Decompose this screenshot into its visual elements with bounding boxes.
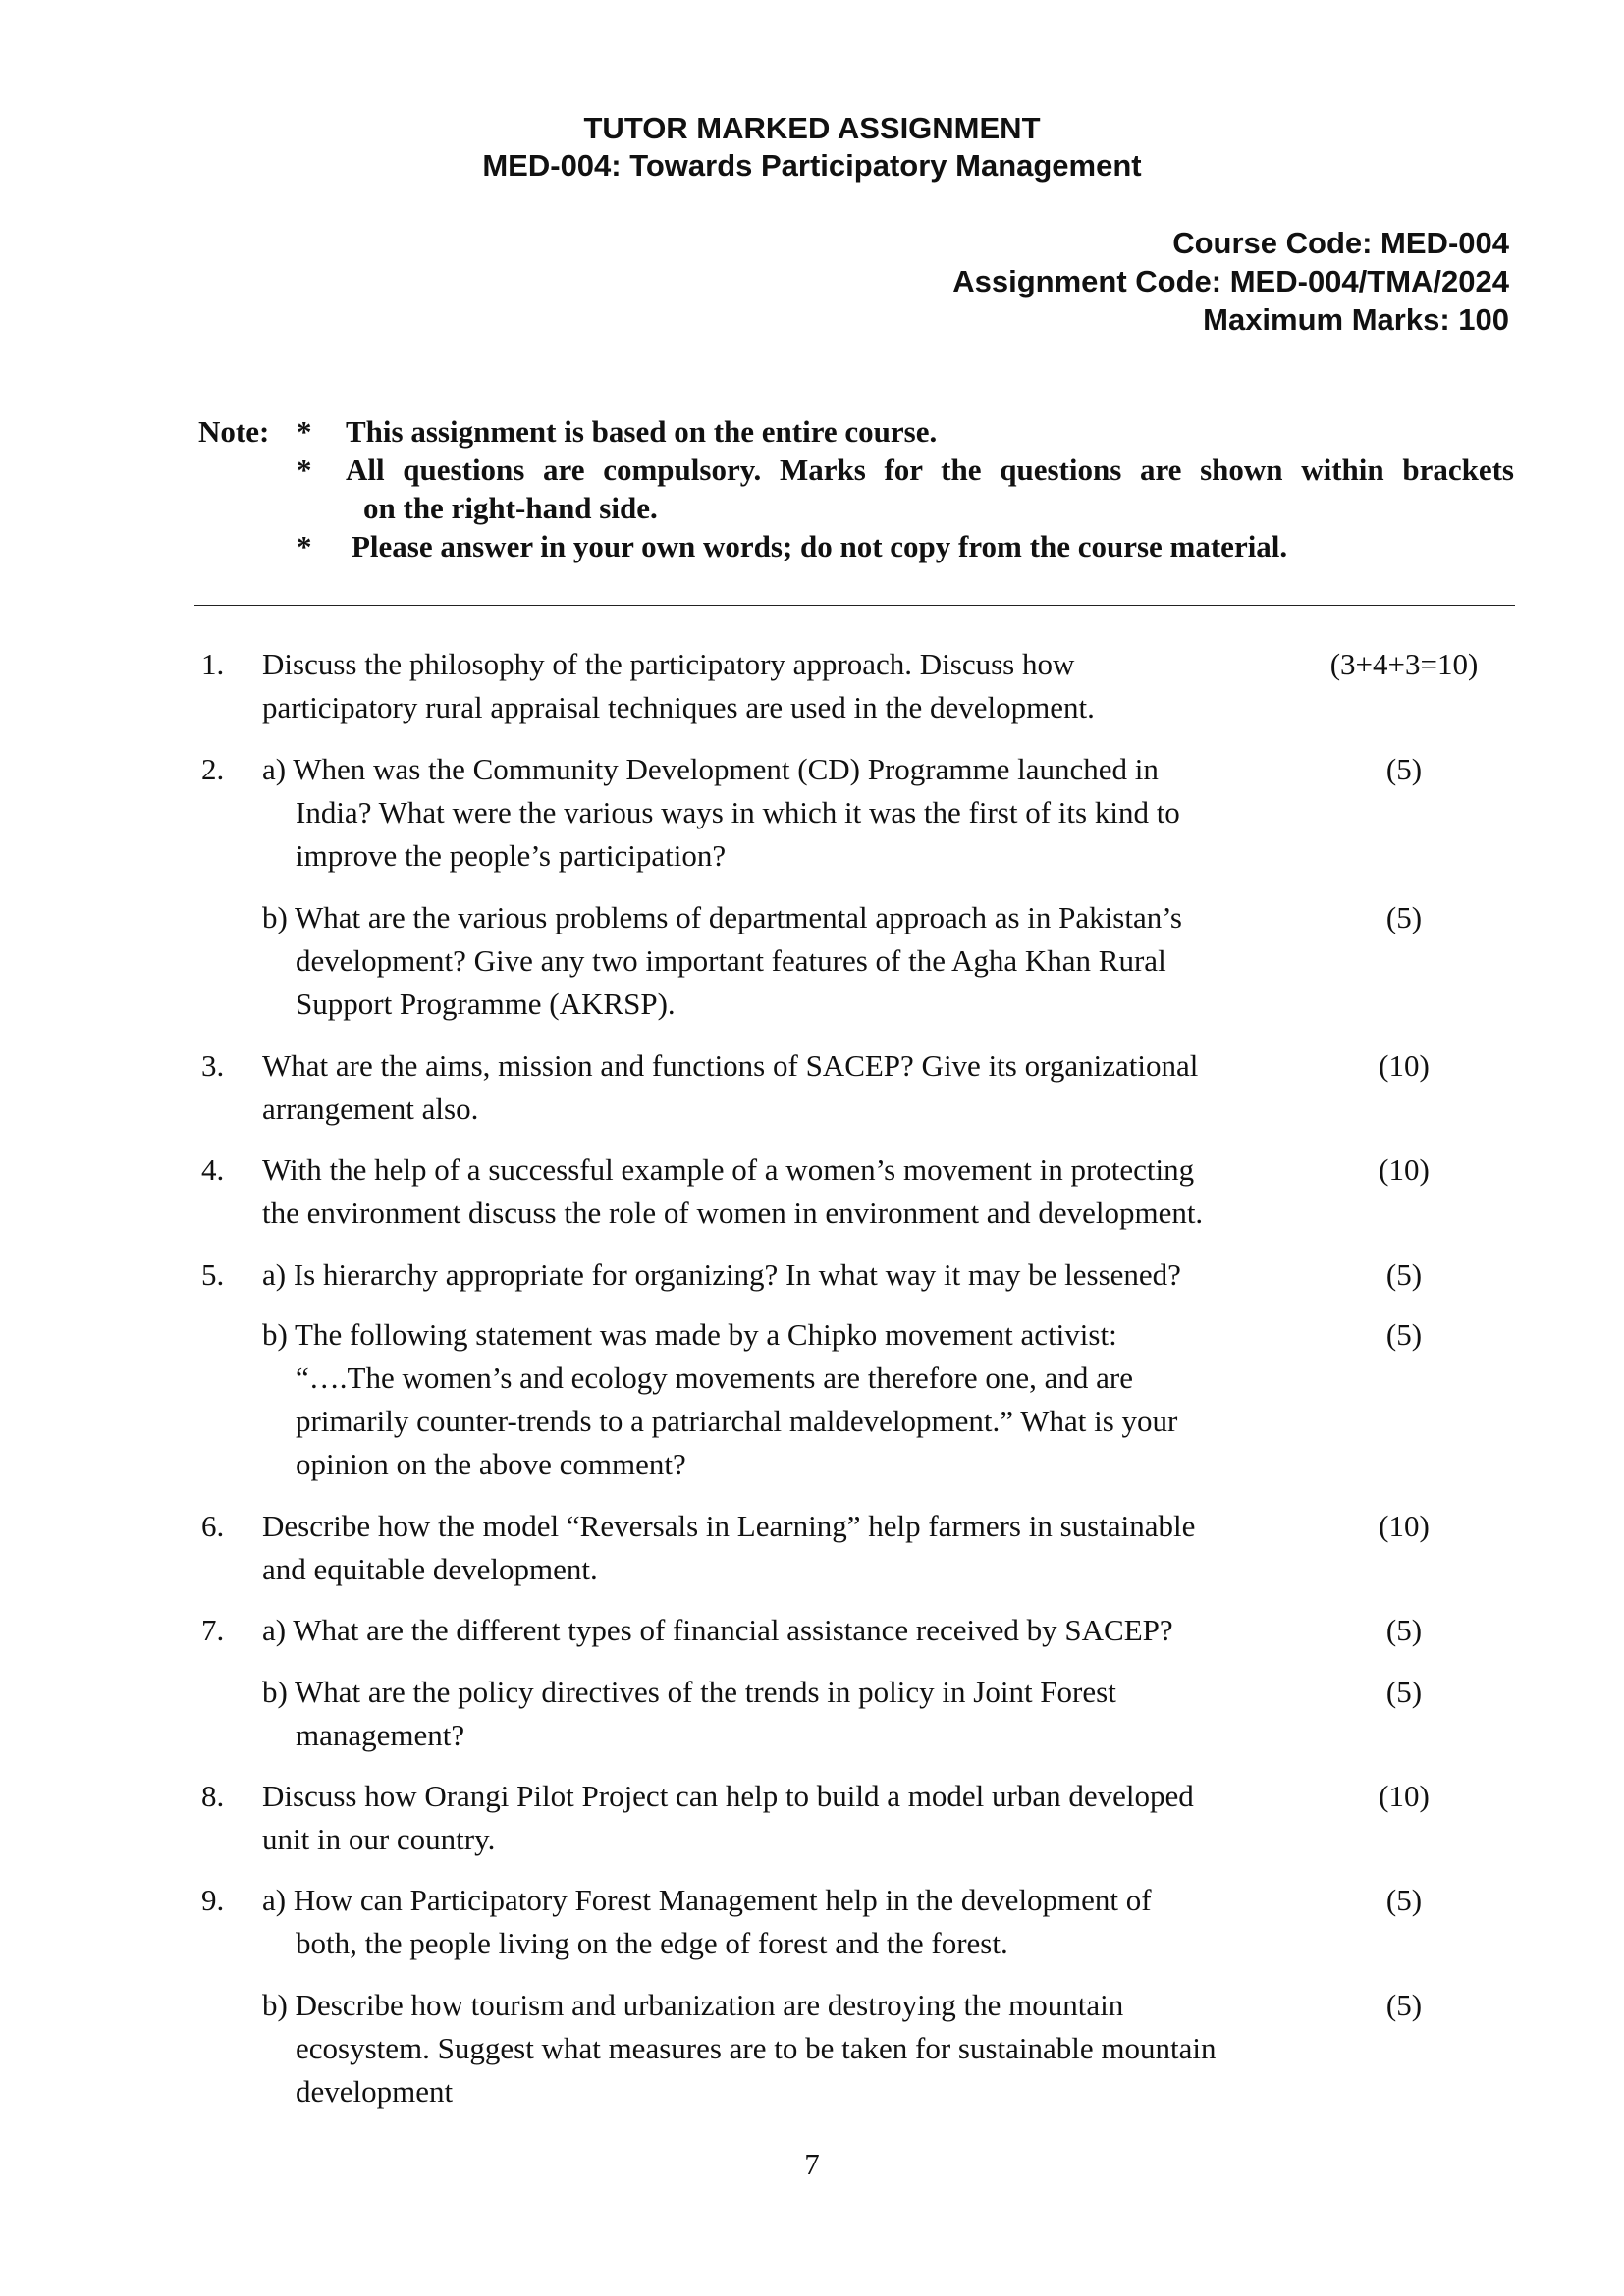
question-8 [201,1775,1527,1861]
question-7a [201,1609,1527,1652]
course-code: Course Code: MED-004 [1172,226,1509,260]
bullet-star: * [297,414,312,449]
question-text: With the help of a successful example of a women’s movement in protecting [262,1152,1195,1187]
question-9b [201,1984,1527,2113]
question-text: Support Programme (AKRSP). [296,987,676,1021]
bullet-star: * [297,529,312,563]
course-subtitle: MED-004: Towards Participatory Management [482,148,1142,183]
question-text: the environment discuss the role of women in environment and development. [262,1196,1204,1230]
question-text: Discuss how Orangi Pilot Project can help to build a model urban developed [262,1779,1194,1813]
question-marks: (5) [1385,1613,1423,1647]
question-text: What are the aims, mission and functions of SACEP? Give its organizational [262,1048,1199,1083]
question-text: Describe how the model “Reversals in Learning” help farmers in sustainable [262,1509,1196,1543]
question-number: 5. [201,1257,225,1292]
divider-line [194,605,1515,606]
question-marks: (10) [1379,1509,1430,1543]
question-text: b) The following statement was made by a Chipko movement activist: [262,1317,1117,1352]
question-marks: (10) [1379,1048,1430,1083]
question-text: primarily counter-trends to a patriarchal maldevelopment.” What is your [296,1404,1178,1438]
question-marks: (5) [1385,900,1423,934]
assignment-code: Assignment Code: MED-004/TMA/2024 [952,264,1509,298]
maximum-marks: Maximum Marks: 100 [1203,302,1509,337]
question-text: a) What are the different types of financial assistance received by SACEP? [262,1613,1173,1647]
question-text: b) What are the policy directives of the trends in policy in Joint Forest [262,1675,1116,1709]
question-5a [201,1254,1527,1297]
question-marks: (5) [1385,1317,1423,1352]
course-info [952,224,1509,339]
question-3 [201,1044,1527,1131]
question-text: Discuss the philosophy of the participatory approach. Discuss how [262,647,1075,681]
question-2a [201,748,1527,878]
question-number: 2. [201,752,225,786]
question-marks: (5) [1385,1883,1423,1917]
question-text: a) When was the Community Development (CD) Programme launched in [262,752,1159,786]
question-number: 1. [201,647,225,681]
question-6 [201,1505,1527,1591]
question-marks: (5) [1385,752,1423,786]
note-line-2: All questions are compulsory. Marks for the questions are shown within brackets [346,453,1514,487]
bullet-star: * [297,453,312,487]
question-number: 3. [201,1048,225,1083]
question-text: development [296,2074,454,2109]
question-number: 6. [201,1509,225,1543]
question-marks: (3+4+3=10) [1329,647,1479,681]
question-text: improve the people’s participation? [296,838,727,873]
question-text: opinion on the above comment? [296,1447,686,1481]
question-1 [201,643,1527,729]
question-text: “….The women’s and ecology movements are therefore one, and are [296,1361,1134,1395]
question-text: both, the people living on the edge of forest and the forest. [296,1926,1008,1960]
question-number: 9. [201,1883,225,1917]
question-text: unit in our country. [262,1822,496,1856]
question-text: participatory rural appraisal techniques are used in the development. [262,690,1095,724]
question-text: a) How can Participatory Forest Management help in the development of [262,1883,1152,1917]
question-text: India? What were the various ways in which it was the first of its kind to [296,795,1180,829]
question-text: arrangement also. [262,1092,479,1126]
question-text: management? [296,1718,465,1752]
question-number: 4. [201,1152,225,1187]
note-line-1: This assignment is based on the entire course. [346,414,938,449]
question-marks: (10) [1379,1152,1430,1187]
question-4 [201,1148,1527,1235]
question-9a [201,1879,1527,1965]
question-5b [201,1313,1527,1486]
note-label: Note: [198,414,270,449]
question-text: and equitable development. [262,1552,598,1586]
question-text: development? Give any two important features of the Agha Khan Rural [296,943,1166,978]
question-marks: (5) [1385,1988,1423,2022]
question-text: a) Is hierarchy appropriate for organizing? In what way it may be lessened? [262,1257,1181,1292]
question-marks: (10) [1379,1779,1430,1813]
question-number: 7. [201,1613,225,1647]
question-text: b) What are the various problems of departmental approach as in Pakistan’s [262,900,1182,934]
page-number: 7 [804,2147,820,2181]
note-line-3: Please answer in your own words; do not copy from the course material. [352,529,1288,563]
question-marks: (5) [1385,1675,1423,1709]
note-line-2-cont: on the right-hand side. [363,491,658,525]
question-text: b) Describe how tourism and urbanization are destroying the mountain [262,1988,1124,2022]
question-7b [201,1671,1527,1757]
question-marks: (5) [1385,1257,1423,1292]
question-2b [201,896,1527,1026]
question-text: ecosystem. Suggest what measures are to be taken for sustainable mountain [296,2031,1217,2065]
assignment-title: TUTOR MARKED ASSIGNMENT [583,111,1041,145]
note-section [198,412,1514,565]
question-number: 8. [201,1779,225,1813]
